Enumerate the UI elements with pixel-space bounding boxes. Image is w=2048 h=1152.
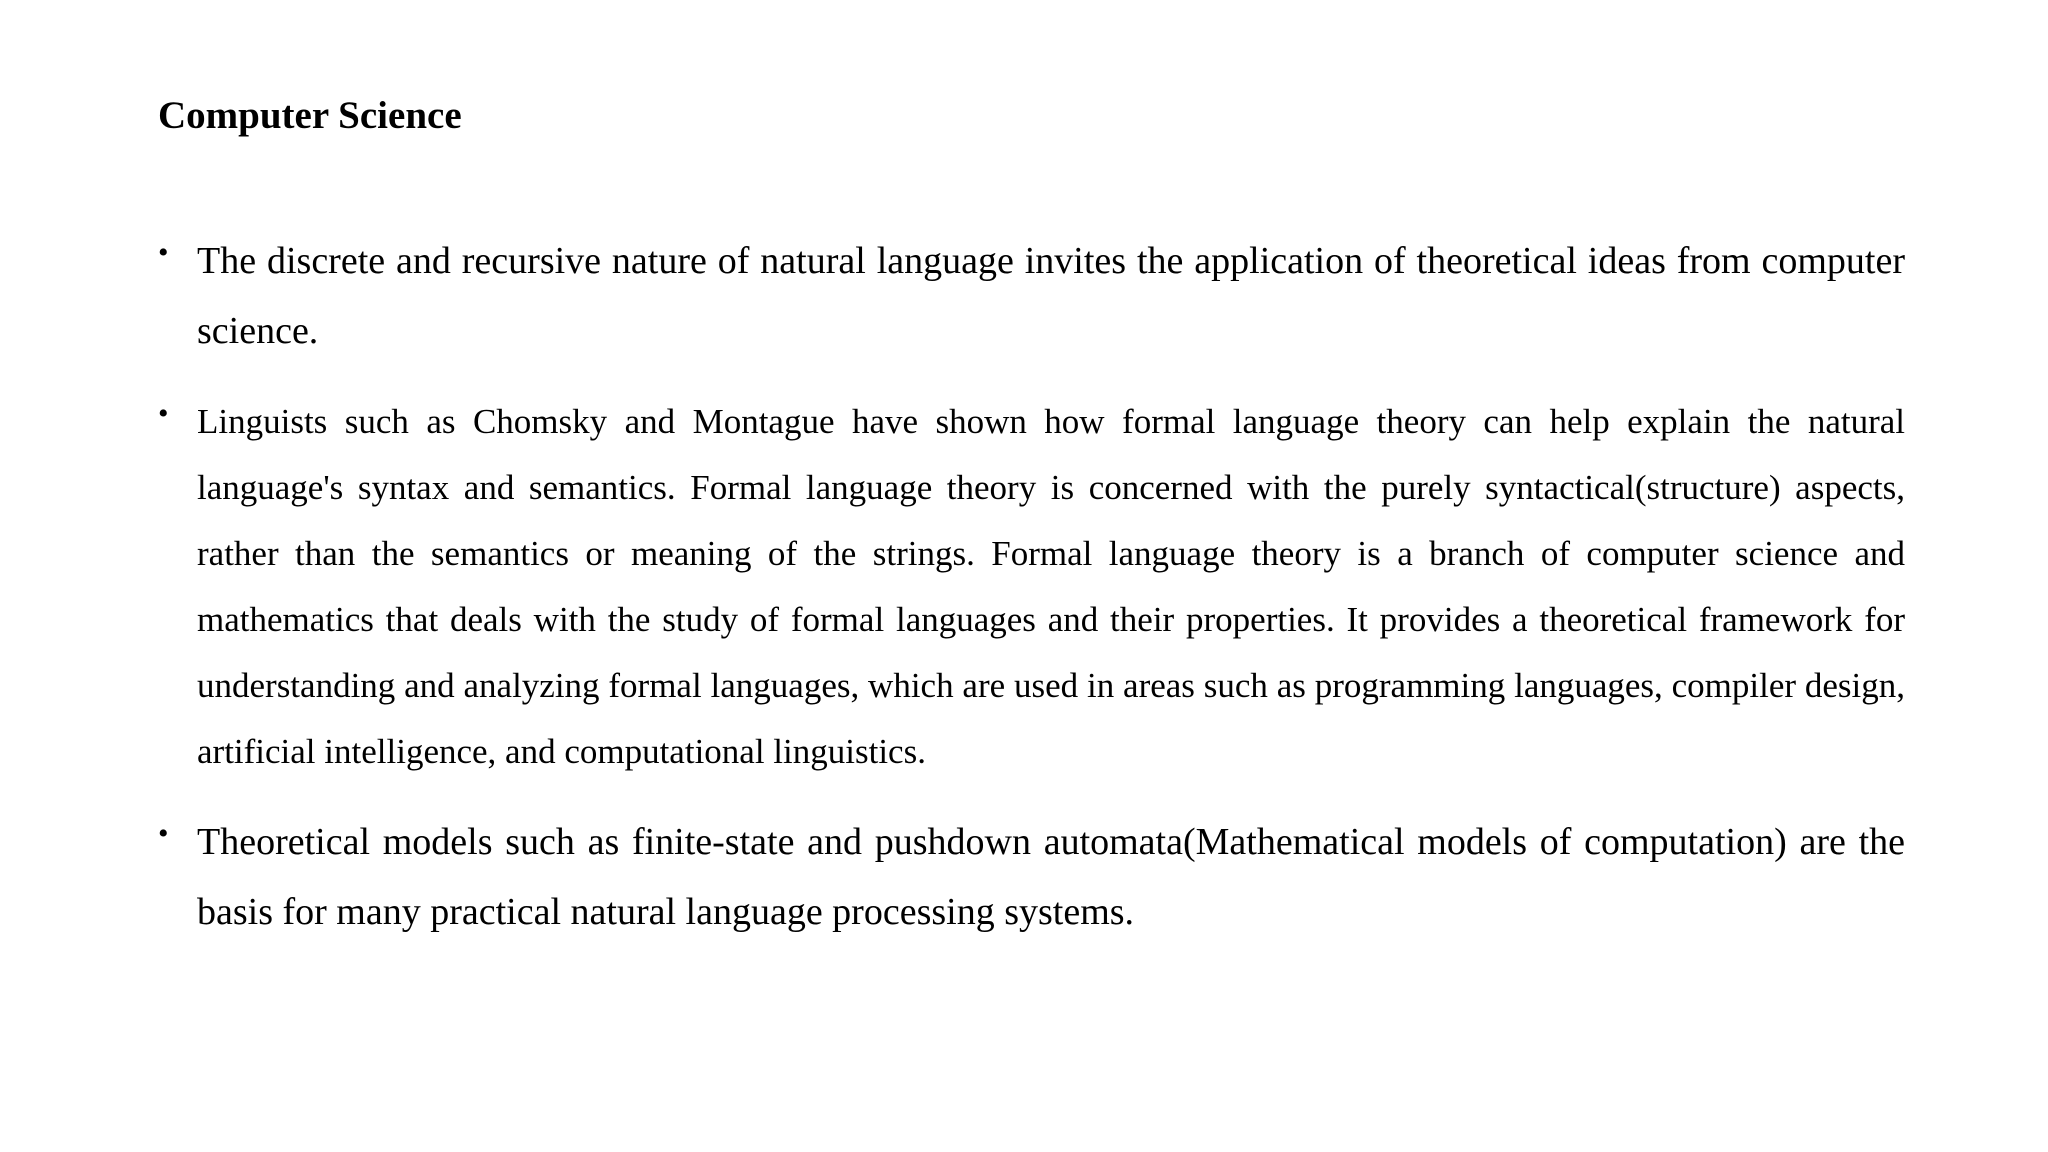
bullet-text: The discrete and recursive nature of natural language invites the application of theoretical ideas from computer science. [197,240,1905,352]
bullet-text: Theoretical models such as finite-state and pushdown automata(Mathematical models of computation) are the basis for many practical natural language processing systems. [197,821,1905,933]
bullet-text: Linguists such as Chomsky and Montague have shown how formal language theory can help explain the natural language's syntax and semantics. Formal language theory is concerned with the purely syntactical(structure) aspects, rather than the semantics or meaning of the strings. Formal language theory is a branch of computer science and mathematics that deals with the study of formal languages and their properties. It provides a theoretical framework for understanding and analyzing formal languages, which are used in areas such as programming languages, compiler design, artificial intelligence, and computational linguistics. [197,402,1905,771]
slide-title: Computer Science [158,94,462,137]
bullet-marker: • [158,236,169,269]
bullet-marker: • [158,397,169,430]
bullet-marker: • [158,817,169,850]
